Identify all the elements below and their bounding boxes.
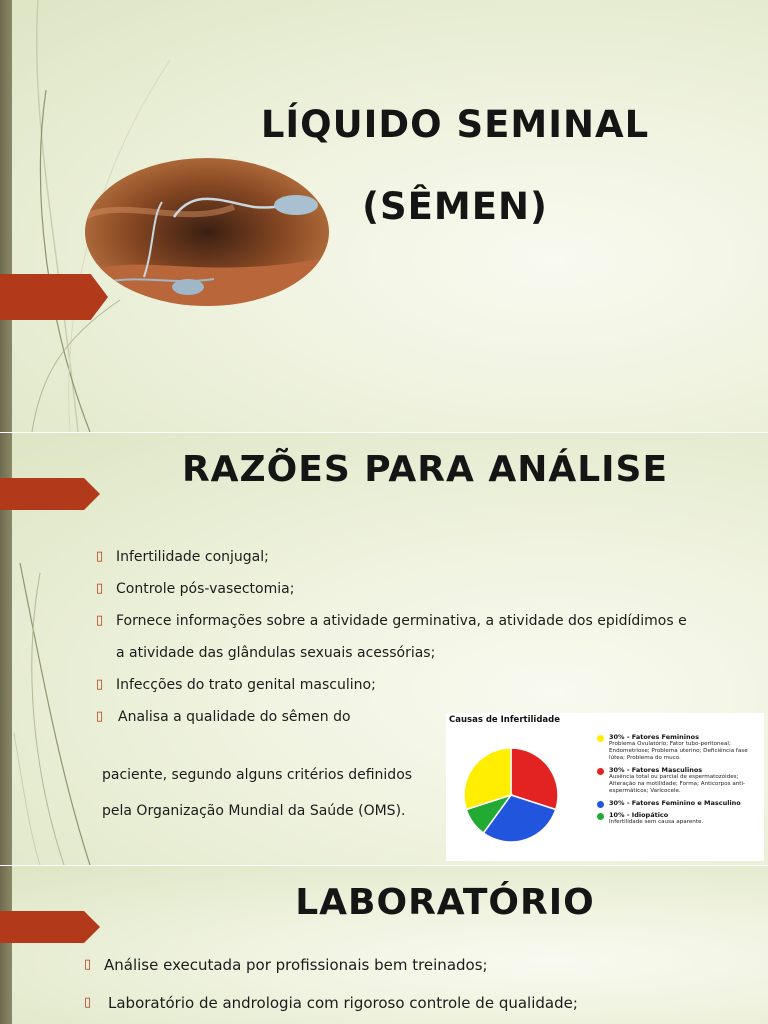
arrow-tab-decoration xyxy=(0,911,100,943)
list-item: ▯ Controle pós-vasectomia; xyxy=(96,573,758,605)
legend-label: 30% - Fatores Femininos xyxy=(609,733,699,741)
list-item: ▯ Fornece informações sobre a atividade germinativa, a atividade dos epidídimos e a atividade das glândulas sexuais acessórias; xyxy=(96,605,758,669)
chart-legend xyxy=(596,733,762,830)
legend-color-dot xyxy=(597,735,604,742)
bullet-icon: ▯ xyxy=(96,613,104,628)
lab-list xyxy=(84,946,758,1022)
bullet-icon: ▯ xyxy=(84,995,92,1010)
sperm-image xyxy=(84,157,330,307)
bullet-icon: ▯ xyxy=(96,677,104,692)
legend-description: Ausência total ou parcial de espermatozóides; Alteração na motilidade; Forma; Anticorpos anti-espermáticos; Varicocele. xyxy=(609,774,746,794)
slide2-title: RAZÕES PARA ANÁLISE xyxy=(181,449,669,490)
list-item: ▯ Infertilidade conjugal; xyxy=(96,541,758,573)
reasons-list xyxy=(96,541,758,733)
bullet-icon: ▯ xyxy=(96,709,104,724)
legend-item xyxy=(596,733,762,762)
pie-chart xyxy=(451,733,581,853)
legend-label: 10% - Idiopático xyxy=(609,811,669,819)
legend-label: 30% - Fatores Feminino e Masculino xyxy=(609,799,741,807)
slide-title-line2: (SÊMEN) xyxy=(362,185,548,228)
legend-color-dot xyxy=(597,813,604,820)
list-item: ▯ Analisa a qualidade do sêmen do xyxy=(96,701,758,733)
legend-label: 30% - Fatores Masculinos xyxy=(609,766,703,774)
legend-description: Problema Ovulatório; Fator tubo-peritoneal; Endometriose; Problema uterino; Deficiência fase lútea; Problema do muco. xyxy=(609,741,748,761)
list-item: ▯ Laboratório de andrologia com rigoroso controle de qualidade; xyxy=(84,984,758,1022)
legend-color-dot xyxy=(597,768,604,775)
bullet-icon: ▯ xyxy=(96,581,104,596)
slide-title-line1: LÍQUIDO SEMINAL xyxy=(260,103,650,146)
slide-laboratory xyxy=(0,866,768,1024)
legend-item xyxy=(596,811,762,826)
arrow-tab-decoration xyxy=(0,478,100,510)
list-item: ▯ Infecções do trato genital masculino; xyxy=(96,669,758,701)
slide3-title: LABORATÓRIO xyxy=(295,882,595,923)
legend-color-dot xyxy=(597,801,604,808)
legend-description: Infertilidade sem causa aparente. xyxy=(609,819,704,825)
legend-item xyxy=(596,766,762,795)
slide-title xyxy=(0,0,768,432)
left-decor-bar xyxy=(0,866,12,1024)
bullet-icon: ▯ xyxy=(96,549,104,564)
list-item-continuation: a atividade das glândulas sexuais acessórias; xyxy=(116,645,436,661)
bullet-icon: ▯ xyxy=(84,957,92,972)
legend-item xyxy=(596,799,762,807)
slide-reasons xyxy=(0,433,768,865)
list-item-continuation: paciente, segundo alguns critérios definidos pela Organização Mundial da Saúde (OMS). xyxy=(102,767,413,819)
list-item: ▯ Análise executada por profissionais bem treinados; xyxy=(84,946,758,984)
infertility-chart xyxy=(446,713,764,861)
chart-title: Causas de Infertilidade xyxy=(449,715,560,725)
